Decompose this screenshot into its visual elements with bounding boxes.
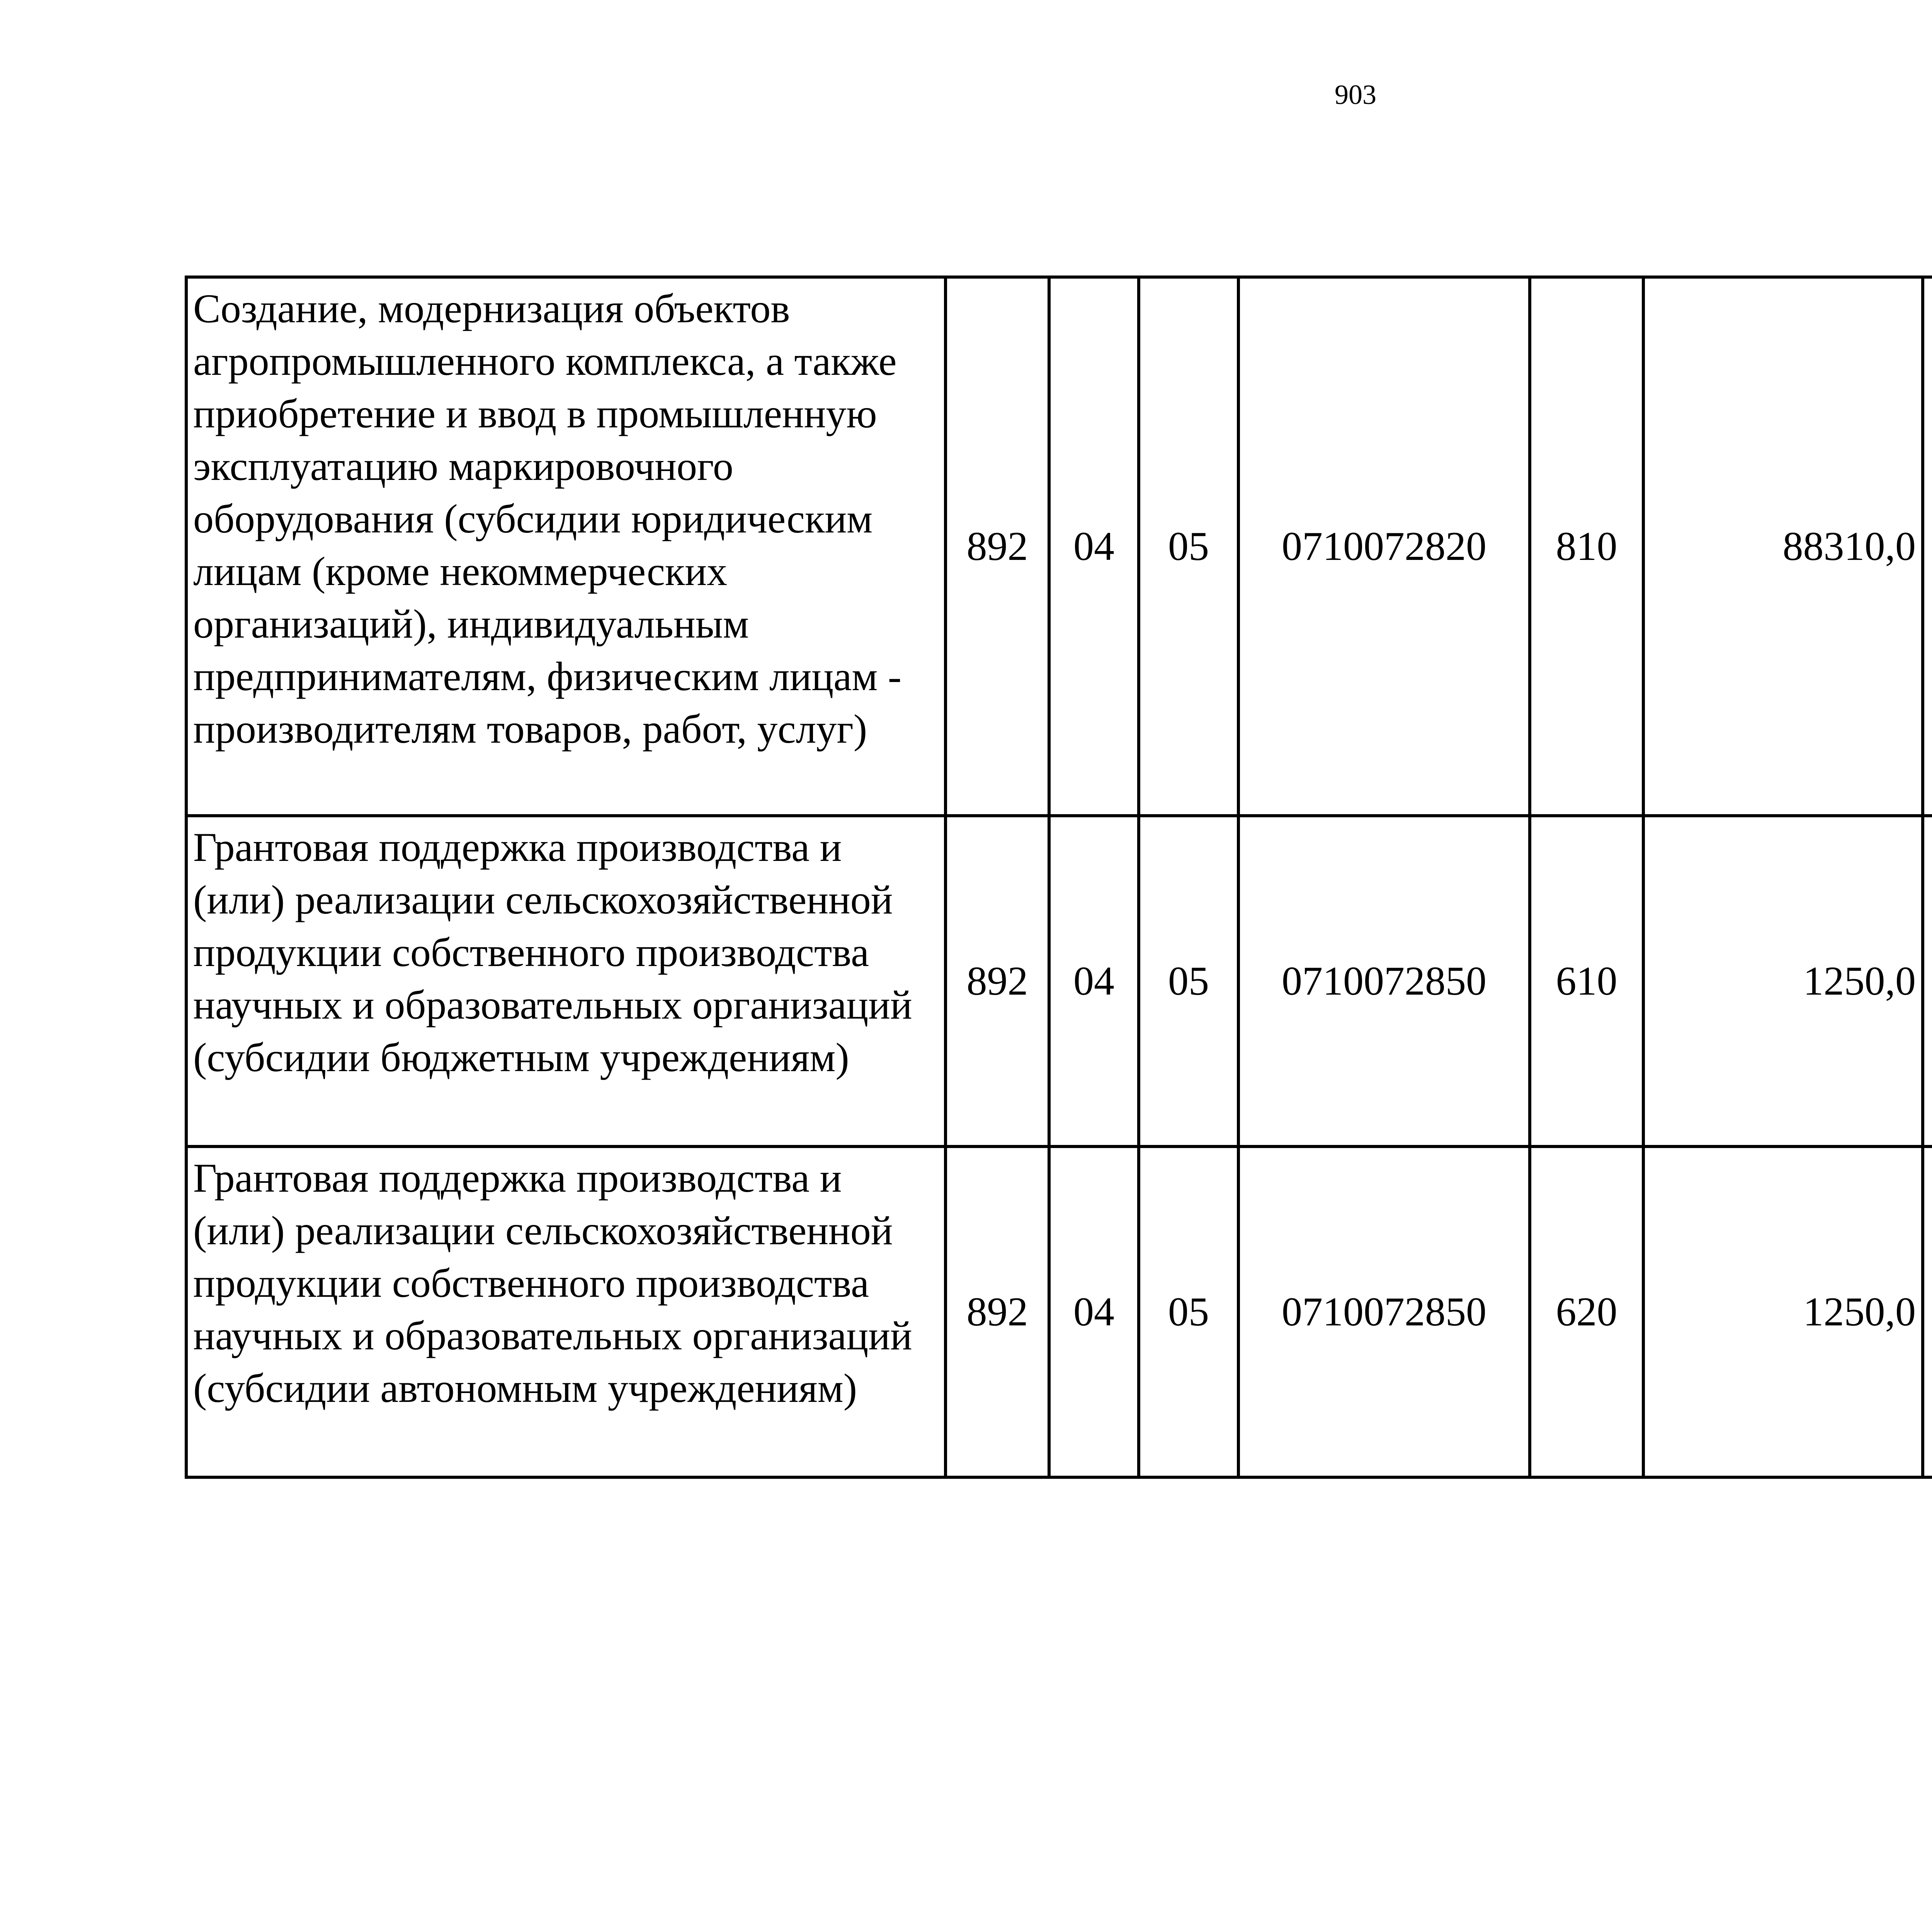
section-code: 04 bbox=[1049, 1146, 1139, 1477]
subsection-code: 05 bbox=[1139, 1146, 1238, 1477]
amount-2 bbox=[1923, 277, 1932, 816]
table-row bbox=[186, 816, 1932, 1146]
row-description: Создание, модернизация объектов агропромышленного комплекса, а также приобретение и ввод в промышленную эксплуатацию маркировочного оборудования (субсидии юридическим лицам (кроме некоммерческих организаций), индивидуальным предпринимателям, физическим лицам - производителям товаров, работ, услуг) bbox=[186, 277, 946, 816]
ministry-code: 892 bbox=[946, 1146, 1049, 1477]
row-description: Грантовая поддержка производства и (или) реализации сельскохозяйственной продукции собственного производства научных и образовательных организаций (субсидии бюджетным учреждениям) bbox=[186, 816, 946, 1146]
expense-type-code: 610 bbox=[1530, 816, 1643, 1146]
expense-type-code: 810 bbox=[1530, 277, 1643, 816]
target-article-code: 0710072850 bbox=[1238, 816, 1530, 1146]
ministry-code: 892 bbox=[946, 277, 1049, 816]
subsection-code: 05 bbox=[1139, 277, 1238, 816]
page-number: 903 bbox=[1335, 79, 1376, 110]
amount-1: 1250,0 bbox=[1643, 816, 1923, 1146]
amount-1: 88310,0 bbox=[1643, 277, 1923, 816]
target-article-code: 0710072850 bbox=[1238, 1146, 1530, 1477]
expense-type-code: 620 bbox=[1530, 1146, 1643, 1477]
subsection-code: 05 bbox=[1139, 816, 1238, 1146]
target-article-code: 0710072820 bbox=[1238, 277, 1530, 816]
table-row bbox=[186, 1146, 1932, 1477]
ministry-code: 892 bbox=[946, 816, 1049, 1146]
section-code: 04 bbox=[1049, 816, 1139, 1146]
amount-2 bbox=[1923, 1146, 1932, 1477]
row-description: Грантовая поддержка производства и (или) реализации сельскохозяйственной продукции собственного производства научных и образовательных организаций (субсидии автономным учреждениям) bbox=[186, 1146, 946, 1477]
budget-table bbox=[185, 276, 1932, 1479]
section-code: 04 bbox=[1049, 277, 1139, 816]
amount-1: 1250,0 bbox=[1643, 1146, 1923, 1477]
amount-2 bbox=[1923, 816, 1932, 1146]
table-row bbox=[186, 277, 1932, 816]
